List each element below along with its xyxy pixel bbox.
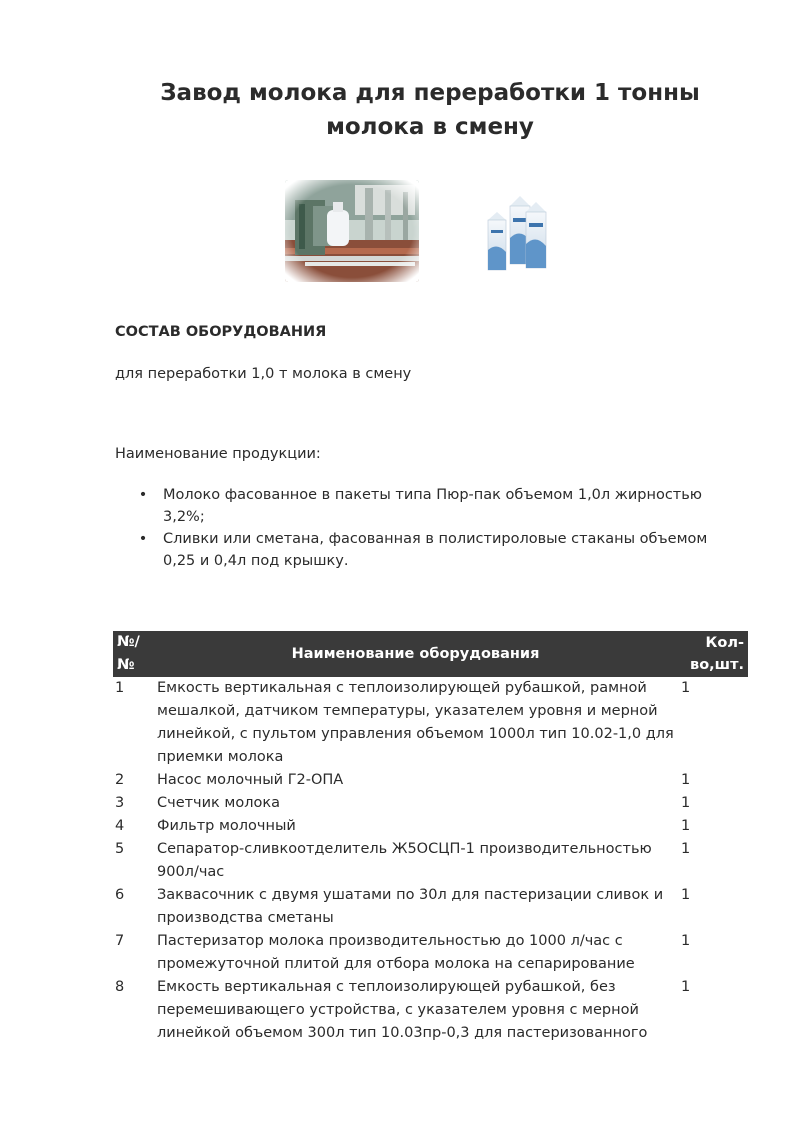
header-quantity: Кол-во,шт.: [678, 631, 748, 677]
row-equipment-name: Счетчик молока: [157, 795, 281, 811]
list-item: [135, 528, 735, 572]
list-item-text: Сливки или сметана, фасованная в полистироловые стаканы объемом 0,25 и 0,4л под крышку.: [163, 531, 708, 569]
row-quantity: 1: [681, 795, 691, 811]
row-quantity: 1: [681, 841, 691, 857]
row-equipment-name: Емкость вертикальная с теплоизолирующей рубашкой, без перемешивающего устройства, с указателем уровня с мерной линейкой объемом 300л тип 10.03пр-0,3 для пастеризованного: [157, 979, 648, 1041]
page-title: Завод молока для переработки 1 тонны молока в смену: [160, 80, 700, 140]
table-row: [113, 838, 748, 884]
products-list: [135, 484, 735, 572]
header-equipment-name: Наименование оборудования: [153, 631, 678, 677]
table-row: [113, 930, 748, 976]
dairy-production-line-photo: [285, 180, 419, 282]
products-label: Наименование продукции:: [115, 446, 321, 462]
row-equipment-name: Сепаратор-сливкоотделитель Ж5ОСЦП-1 производительностью 900л/час: [157, 841, 652, 880]
list-item-text: Молоко фасованное в пакеты типа Пюр-пак объемом 1,0л жирностью 3,2%;: [163, 487, 702, 525]
row-number: 7: [115, 933, 125, 949]
row-equipment-name: Заквасочник с двумя ушатами по 30л для пастеризации сливок и производства сметаны: [157, 887, 664, 926]
row-equipment-name: Емкость вертикальная с теплоизолирующей рубашкой, рамной мешалкой, датчиком температуры, указателем уровня и мерной линейкой, с пультом управления объемом 1000л тип 10.02-1,0 для приемки молока: [157, 680, 674, 765]
bullet-icon: •: [138, 531, 148, 547]
table-row: [113, 769, 748, 792]
subtitle: для переработки 1,0 т молока в смену: [115, 366, 412, 382]
header-number: №/№: [113, 631, 153, 677]
row-quantity: 1: [681, 933, 691, 949]
row-number: 2: [115, 772, 125, 788]
row-quantity: 1: [681, 772, 691, 788]
row-equipment-name: Фильтр молочный: [157, 818, 296, 834]
row-number: 3: [115, 795, 125, 811]
row-equipment-name: Насос молочный Г2-ОПА: [157, 772, 344, 788]
row-quantity: 1: [681, 979, 691, 995]
table-row: [113, 976, 748, 1045]
row-quantity: 1: [681, 680, 691, 696]
section-heading: СОСТАВ ОБОРУДОВАНИЯ: [115, 324, 327, 340]
table-row: [113, 677, 748, 769]
table-row: [113, 884, 748, 930]
equipment-table: [113, 631, 748, 1045]
table-header-row: [113, 631, 748, 677]
row-quantity: 1: [681, 818, 691, 834]
milk-cartons-photo: [480, 188, 554, 280]
row-number: 8: [115, 979, 125, 995]
row-number: 6: [115, 887, 125, 903]
row-number: 5: [115, 841, 125, 857]
list-item: [135, 484, 735, 528]
row-number: 4: [115, 818, 125, 834]
row-number: 1: [115, 680, 125, 696]
bullet-icon: •: [138, 487, 148, 503]
table-row: [113, 792, 748, 815]
row-quantity: 1: [681, 887, 691, 903]
row-equipment-name: Пастеризатор молока производительностью до 1000 л/час с промежуточной плитой для отбора молока на сепарирование: [157, 933, 635, 972]
table-row: [113, 815, 748, 838]
